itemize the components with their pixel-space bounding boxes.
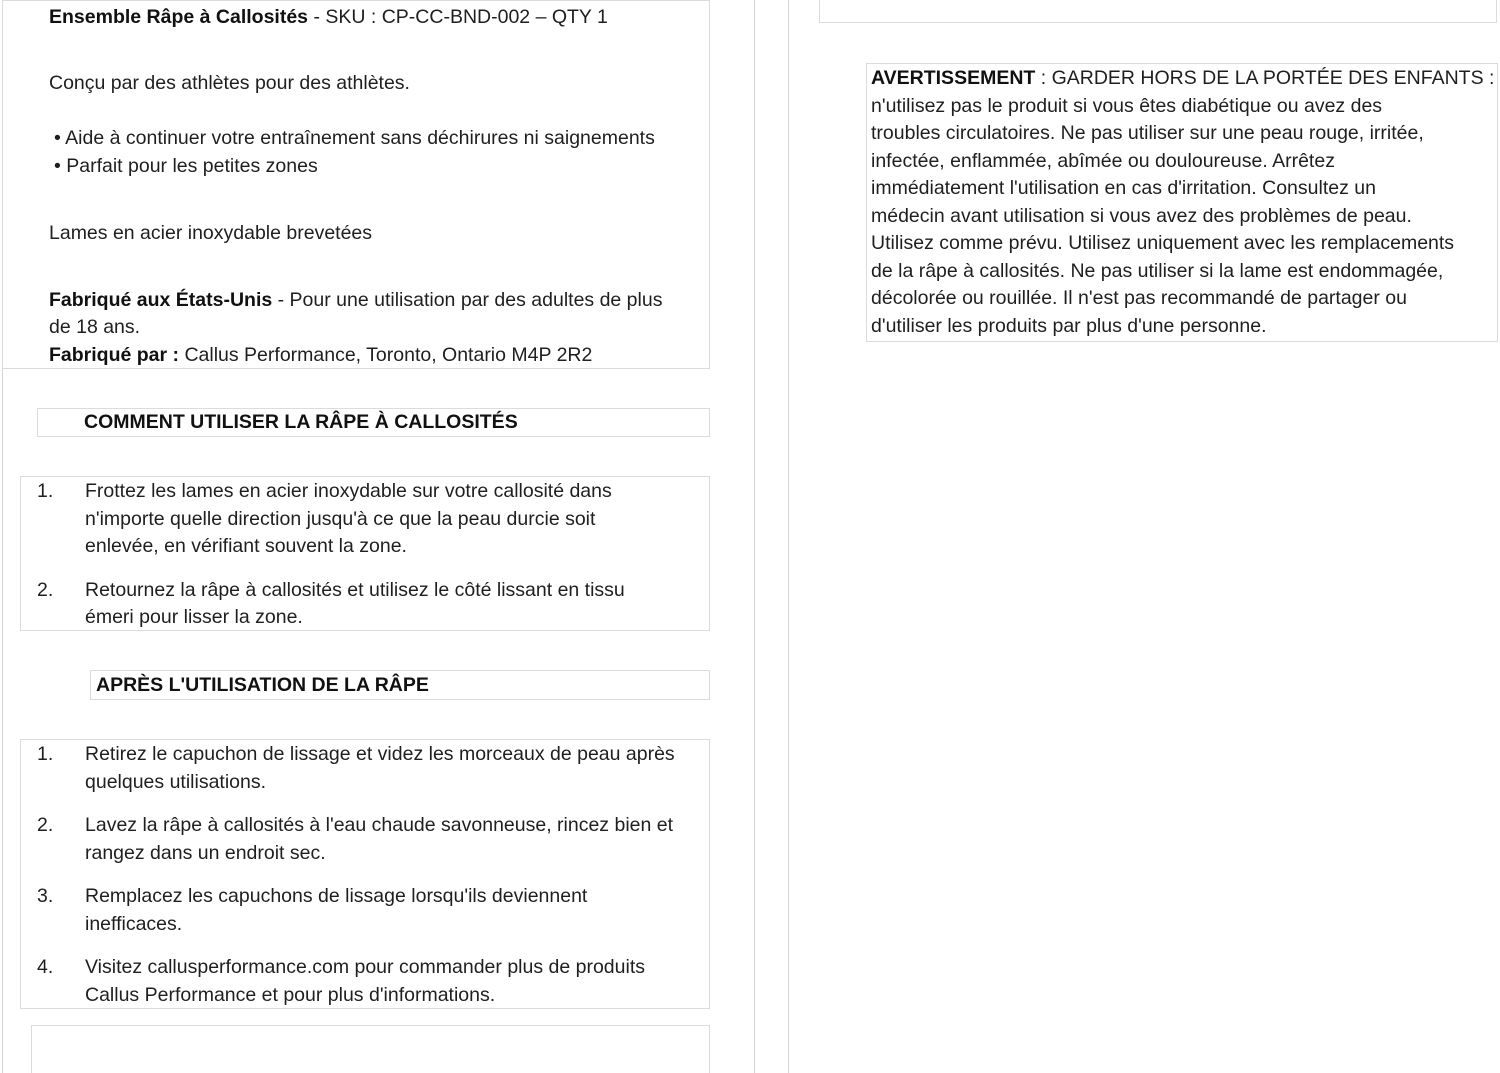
made-by-line [49,342,592,370]
product-sku-qty: - SKU : CP-CC-BND-002 – QTY 1 [308,6,608,28]
product-blades: Lames en acier inoxydable brevetées [49,222,373,244]
step-line: Lavez la râpe à callosités à l'eau chaude savonneuse, rincez bien et [85,814,674,836]
warning-line: décolorée ou rouillée. Il n'est pas recommandé de partager ou [871,287,1407,309]
step-line: Remplacez les capuchons de lissage lorsqu'ils deviennent [85,885,588,907]
warning-line: troubles circulatoires. Ne pas utiliser sur une peau rouge, irritée, [871,122,1424,144]
made-by-text: Callus Performance, Toronto, Ontario M4P 2R2 [179,344,593,366]
warning-line: infectée, enflammée, abîmée ou douloureuse. Arrêtez [871,149,1335,172]
step-line: émeri pour lisser la zone. [85,606,303,628]
step-line: Retournez la râpe à callosités et utilisez le côté lissant en tissu [85,578,625,601]
made-by-label: Fabriqué par : [49,344,180,366]
list-item [37,954,675,1009]
step-number: 1. [37,480,54,502]
step-line: enlevée, en vérifiant souvent la zone. [85,535,407,557]
warning-label: AVERTISSEMENT [871,67,1036,89]
step-line: n'importe quelle direction jusqu'à ce que la peau durcie soit [85,507,596,530]
made-in-line-2: de 18 ans. [49,316,141,338]
step-line: Visitez callusperformance.com pour commander plus de produits [85,956,645,978]
step-line: Retirez le capuchon de lissage et videz les morceaux de peau après [85,743,675,765]
step-line: inefficaces. [85,912,183,935]
warning-line: immédiatement l'utilisation en cas d'irritation. Consultez un [871,177,1376,199]
list-item [37,883,675,938]
product-title-line [49,4,608,32]
warning-text [871,65,1495,340]
how-to-use-steps [37,478,625,632]
right-top-box [819,0,1497,23]
page-divider-right [788,0,789,1073]
step-number: 4. [37,956,54,978]
list-item [37,812,675,867]
step-line: quelques utilisations. [85,770,267,793]
step-number: 1. [37,743,54,765]
step-number: 2. [37,578,54,601]
how-to-use-title: COMMENT UTILISER LA RÂPE À CALLOSITÉS [84,411,518,433]
warning-line-text: : GARDER HORS DE LA PORTÉE DES ENFANTS : [1035,67,1495,89]
product-bullet-2: • Parfait pour les petites zones [54,155,318,177]
warning-line: n'utilisez pas le produit si vous êtes diabétique ou avez des [871,94,1383,117]
made-in-line [49,287,662,315]
product-tagline: Conçu par des athlètes pour des athlètes. [49,72,410,94]
after-use-steps [37,741,675,1009]
warning-line [871,65,1495,93]
warning-line: de la râpe à callosités. Ne pas utiliser si la lame est endommagée, [871,259,1444,282]
product-name: Ensemble Râpe à Callosités [49,6,309,28]
warning-line: d'utiliser les produits par plus d'une personne. [871,314,1267,337]
warning-line: Utilisez comme prévu. Utilisez uniquement avec les remplacements [871,232,1455,254]
step-line: Callus Performance et pour plus d'informations. [85,983,496,1006]
after-use-title: APRÈS L'UTILISATION DE LA RÂPE [96,674,429,696]
page-divider-left [754,0,755,1073]
step-line: Frottez les lames en acier inoxydable sur votre callosité dans [85,480,612,502]
product-bullet-1: • Aide à continuer votre entraînement sans déchirures ni saignements [54,127,655,149]
list-item [37,741,675,796]
empty-bottom-box [31,1025,710,1073]
list-item [37,577,625,632]
made-in-text: - Pour une utilisation par des adultes de plus [272,289,663,311]
step-number: 2. [37,814,54,836]
step-number: 3. [37,885,54,907]
list-item [37,478,625,561]
made-in-label: Fabriqué aux États-Unis [49,289,273,311]
step-line: rangez dans un endroit sec. [85,841,326,864]
warning-line: médecin avant utilisation si vous avez des problèmes de peau. [871,204,1412,227]
